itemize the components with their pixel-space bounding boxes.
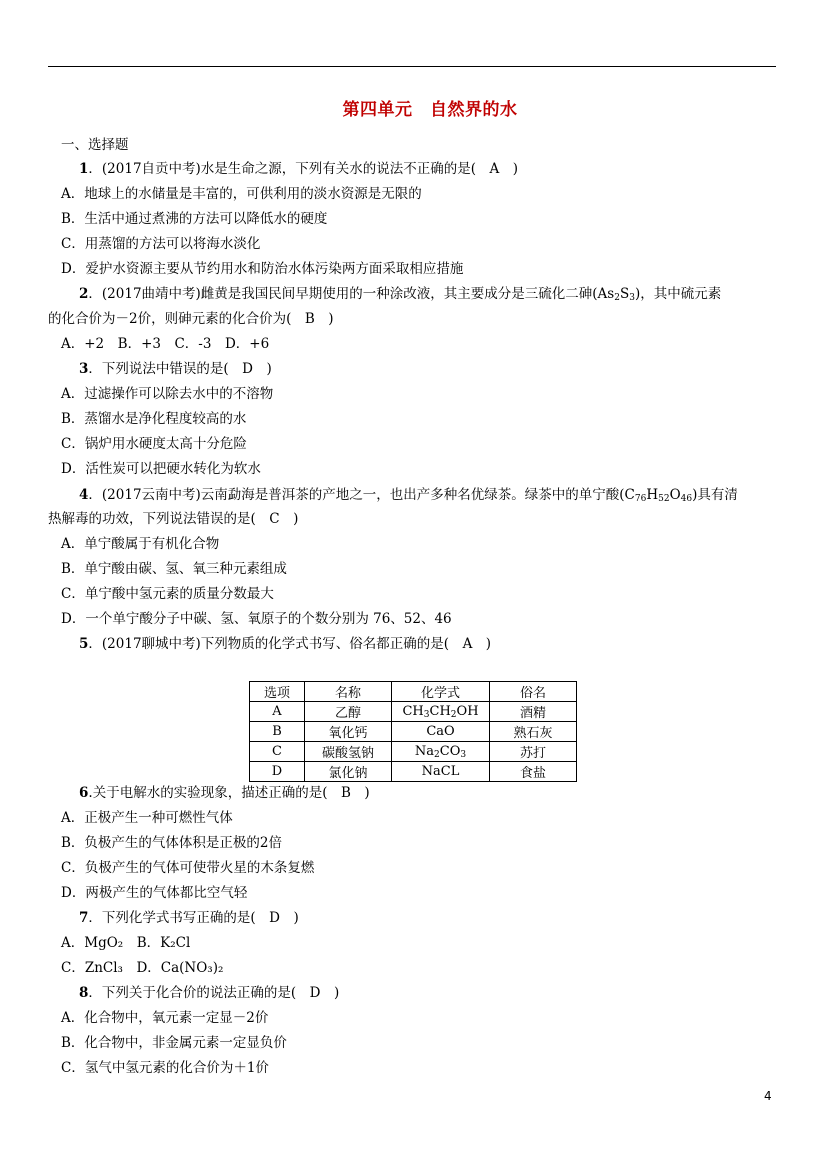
- question-number: 2: [79, 286, 89, 302]
- page-title: 第四单元 自然界的水: [342, 100, 518, 120]
- table-cell: NaCL: [392, 762, 490, 782]
- question-number: 5: [79, 636, 89, 652]
- question-stem-line2: 的化合价为－2价，则砷元素的化合价为( B ): [48, 311, 334, 327]
- option: B．生活中通过煮沸的方法可以降低水的硬度: [61, 211, 328, 227]
- option: A．MgO₂ B．K₂Cl: [61, 935, 191, 951]
- table-cell: D: [250, 762, 305, 782]
- formula-part: O: [669, 487, 681, 503]
- subscript: 46: [680, 494, 693, 504]
- question-number: 3: [79, 361, 89, 377]
- table-cell: CaO: [392, 722, 490, 742]
- table-header: 名称: [305, 682, 392, 702]
- option: B．蒸馏水是净化程度较高的水: [61, 411, 247, 427]
- question-number: 1: [79, 161, 89, 177]
- subscript: 3: [629, 293, 635, 303]
- table-row: [250, 742, 577, 762]
- table-cell: $Na_2CO_3$: [392, 742, 490, 762]
- option: A．过滤操作可以除去水中的不溶物: [61, 386, 274, 402]
- option: A．化合物中，氧元素一定显－2价: [61, 1010, 269, 1026]
- table-cell: 酒精: [490, 702, 577, 722]
- option: B．化合物中，非金属元素一定显负价: [61, 1035, 287, 1051]
- question-stem: ．下列说法中错误的是( D ): [88, 361, 272, 377]
- option: A．地球上的水储量是丰富的，可供利用的淡水资源是无限的: [61, 186, 422, 202]
- options-table: [249, 681, 577, 782]
- question-stem-line2: 热解毒的功效，下列说法错误的是( C ): [48, 511, 299, 527]
- subscript: 2: [614, 293, 620, 303]
- question-4: [79, 486, 738, 504]
- question-7: [79, 909, 299, 927]
- option: A．+2 B．+3 C．-3 D．+6: [61, 336, 270, 352]
- option: D．一个单宁酸分子中碳、氢、氧原子的个数分别为 76、52、46: [61, 611, 452, 627]
- question-1: [79, 160, 518, 178]
- table-cell: 乙醇: [305, 702, 392, 722]
- question-5: [79, 635, 491, 653]
- table-cell: 氯化钠: [305, 762, 392, 782]
- option: B．单宁酸由碳、氢、氧三种元素组成: [61, 561, 287, 577]
- question-number: 4: [79, 487, 89, 503]
- table-cell: 食盐: [490, 762, 577, 782]
- table-cell: 熟石灰: [490, 722, 577, 742]
- question-stem: ．(2017自贡中考)水是生命之源，下列有关水的说法不正确的是( A ): [88, 161, 519, 177]
- table-cell: C: [250, 742, 305, 762]
- question-2: [79, 285, 721, 303]
- subscript: 52: [658, 494, 670, 504]
- table-cell: $CH_3CH_2OH$: [392, 702, 490, 722]
- question-stem: ．(2017云南中考)云南勐海是普洱茶的产地之一，也出产多种名优绿茶。绿茶中的单宁酸(C: [88, 487, 635, 503]
- table-header: 俗名: [490, 682, 577, 702]
- option: D．活性炭可以把硬水转化为软水: [61, 461, 261, 477]
- question-number: 7: [79, 910, 89, 926]
- option: C．用蒸馏的方法可以将海水淡化: [61, 236, 261, 252]
- option: C．负极产生的气体可使带火星的木条复燃: [61, 860, 315, 876]
- section-heading: 一、选择题: [61, 137, 129, 153]
- question-stem: ．下列关于化合价的说法正确的是( D ): [88, 985, 340, 1001]
- question-stem: ．(2017曲靖中考)雌黄是我国民间早期使用的一种涂改液，其主要成分是三硫化二砷(As: [88, 286, 615, 302]
- option: D．两极产生的气体都比空气轻: [61, 885, 248, 901]
- option: C．ZnCl₃ D．Ca(NO₃)₂: [61, 960, 224, 976]
- question-3: [79, 360, 272, 378]
- table-header: 选项: [250, 682, 305, 702]
- option: A．单宁酸属于有机化合物: [61, 536, 220, 552]
- option: A．正极产生一种可燃性气体: [61, 810, 233, 826]
- question-stem: .关于电解水的实验现象，描述正确的是( B ): [88, 785, 370, 801]
- table-row: [250, 702, 577, 722]
- question-number: 8: [79, 985, 89, 1001]
- table-cell: 碳酸氢钠: [305, 742, 392, 762]
- option: C．单宁酸中氢元素的质量分数最大: [61, 586, 274, 602]
- question-stem-cont: )具有清: [692, 487, 738, 503]
- table-row: [250, 762, 577, 782]
- header-rule: [48, 66, 776, 67]
- page-number: 4: [764, 1089, 772, 1103]
- option: D．爱护水资源主要从节约用水和防治水体污染两方面采取相应措施: [61, 261, 464, 277]
- formula-part: S: [619, 286, 630, 302]
- option: C．锅炉用水硬度太高十分危险: [61, 436, 247, 452]
- table-header-row: [250, 682, 577, 702]
- question-number: 6: [79, 785, 89, 801]
- table-cell: 苏打: [490, 742, 577, 762]
- question-8: [79, 984, 339, 1002]
- table-header: 化学式: [392, 682, 490, 702]
- question-stem: ．下列化学式书写正确的是( D ): [88, 910, 299, 926]
- table-cell: 氧化钙: [305, 722, 392, 742]
- question-6: [79, 784, 370, 802]
- subscript: 76: [634, 494, 647, 504]
- option: C．氢气中氢元素的化合价为＋1价: [61, 1060, 269, 1076]
- table-cell: A: [250, 702, 305, 722]
- table-cell: B: [250, 722, 305, 742]
- formula-part: H: [646, 487, 659, 503]
- question-stem-cont: )，其中硫元素: [634, 286, 722, 302]
- option: B．负极产生的气体体积是正极的2倍: [61, 835, 283, 851]
- question-stem: ．(2017聊城中考)下列物质的化学式书写、俗名都正确的是( A ): [88, 636, 492, 652]
- table-row: [250, 722, 577, 742]
